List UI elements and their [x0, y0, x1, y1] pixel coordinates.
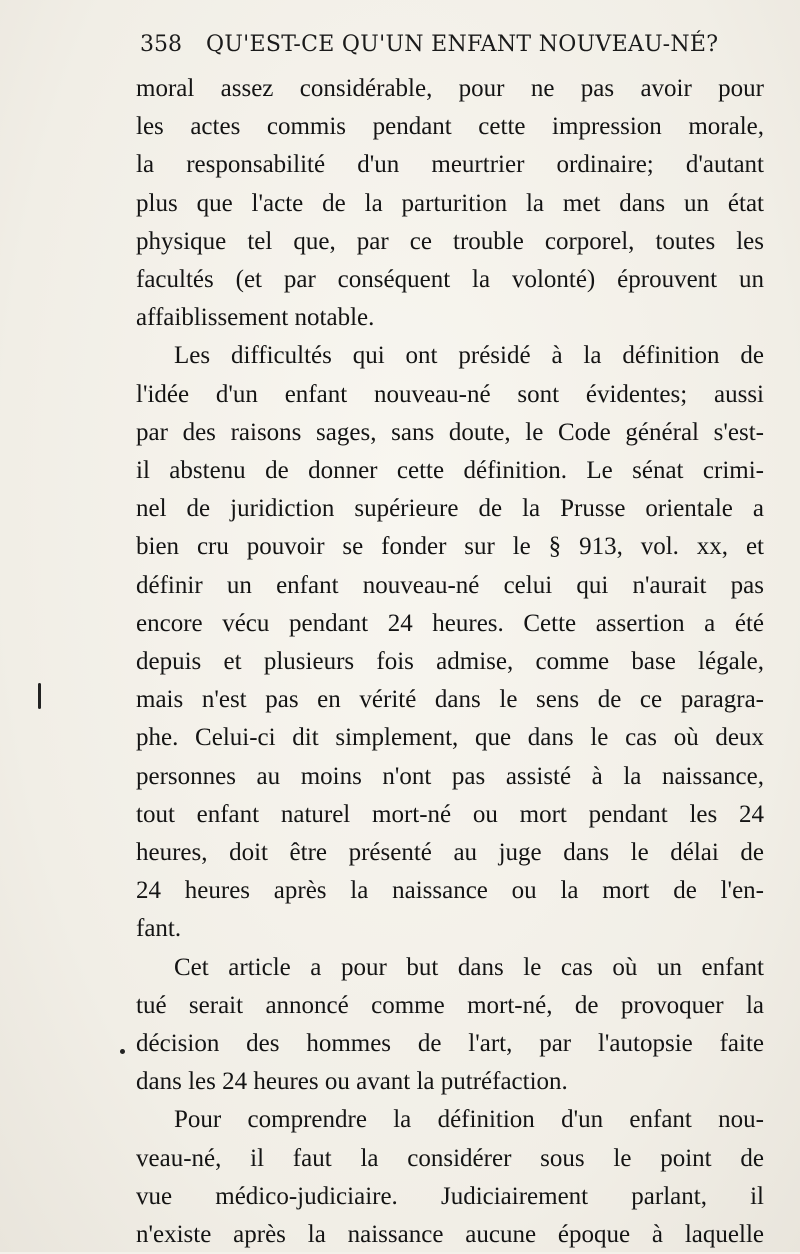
text-line: décision des hommes de l'art, par l'autopsie faite [136, 1030, 764, 1058]
text-line: phe. Celui-ci dit simplement, que dans le cas où deux [136, 724, 764, 752]
page-header [140, 32, 719, 57]
text-line: bien cru pouvoir se fonder sur le § 913, vol. xx, et [136, 533, 764, 561]
text-line: plus que l'acte de la parturition la met dans un état [136, 189, 764, 217]
text-line: il abstenu de donner cette définition. Le sénat crimi- [136, 457, 764, 485]
text-line: les actes commis pendant cette impression morale, [136, 113, 764, 141]
text-line: la responsabilité d'un meurtrier ordinaire; d'autant [136, 151, 764, 179]
text-line: par des raisons sages, sans doute, le Code général s'est- [136, 418, 764, 446]
page-number: 358 [140, 32, 182, 57]
text-line: vue médico-judiciaire. Judiciairement parlant, il [136, 1182, 764, 1210]
text-line: encore vécu pendant 24 heures. Cette assertion a été [136, 609, 764, 637]
text-line: moral assez considérable, pour ne pas avoir pour [136, 75, 764, 102]
text-line: nel de juridiction supérieure de la Prusse orientale a [136, 495, 764, 523]
text-line: l'idée d'un enfant nouveau-né sont évidentes; aussi [136, 380, 764, 408]
text-line: définir un enfant nouveau-né celui qui n'aurait pas [136, 571, 764, 599]
text-line: facultés (et par conséquent la volonté) éprouvent un [136, 266, 764, 294]
text-line: affaiblissement notable. [136, 304, 375, 332]
text-line: fant. [136, 915, 182, 943]
body-text [136, 70, 764, 1254]
text-line: Cet article a pour but dans le cas où un enfant [174, 953, 764, 981]
text-line: physique tel que, par ce trouble corporel, toutes les [136, 227, 764, 255]
text-line: n'existe après la naissance aucune époque à laquelle [136, 1221, 764, 1249]
text-line: personnes au moins n'ont pas assisté à la naissance, [136, 762, 764, 790]
margin-dot [120, 1049, 125, 1054]
text-line: mais n'est pas en vérité dans le sens de ce paragra- [136, 686, 764, 714]
text-line: Les difficultés qui ont présidé à la définition de [174, 342, 764, 370]
text-line: 24 heures après la naissance ou la mort de l'en- [136, 877, 764, 905]
text-line: tout enfant naturel mort-né ou mort pendant les 24 [136, 800, 764, 828]
text-line: veau-né, il faut la considérer sous le point de [136, 1144, 764, 1172]
text-line: tué serait annoncé comme mort-né, de provoquer la [136, 991, 764, 1019]
text-line: heures, doit être présenté au juge dans le délai de [136, 839, 764, 867]
text-line: depuis et plusieurs fois admise, comme base légale, [136, 648, 764, 676]
text-line: dans les 24 heures ou avant la putréfaction. [136, 1068, 568, 1096]
margin-mark [38, 683, 41, 709]
text-line: Pour comprendre la définition d'un enfant nou- [174, 1106, 764, 1134]
running-title: QU'EST-CE QU'UN ENFANT NOUVEAU-NÉ? [206, 32, 719, 57]
